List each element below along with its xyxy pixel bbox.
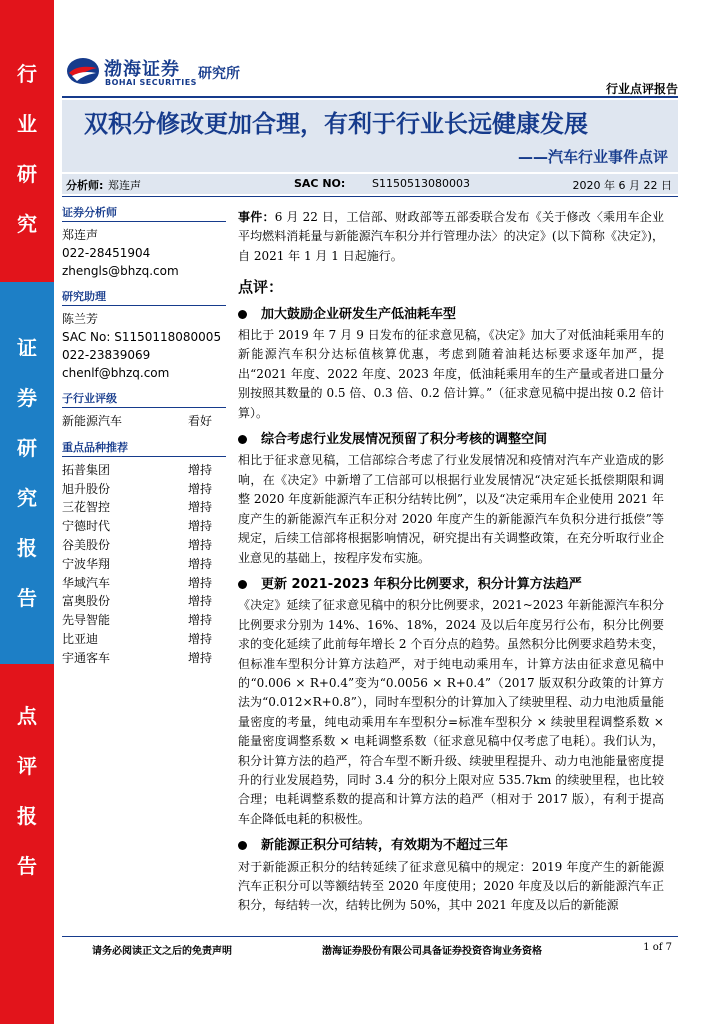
bohai-logo-icon xyxy=(66,56,100,86)
side-band-research-report xyxy=(0,282,54,664)
stock-row xyxy=(62,498,226,517)
point-paragraph: 相比于 2019 年 7 月 9 日发布的征求意见稿，《决定》加大了对低油耗乘用车的新能源汽车积分达标值核算优惠，考虑到随着油耗达标要求逐年加严，提出“2021 年度、2022 年度、2023 年度，低油耗乘用车的生产量或者进口量分别按照其数量的 0.5 倍、0.3 倍、0.2 倍计算。”（征求意见稿中提出按 0.2 倍计算）。 xyxy=(238,328,664,420)
sub-industry-rating: 看好 xyxy=(187,414,212,428)
footer-divider xyxy=(62,936,678,937)
side-band-char: 券 xyxy=(17,386,37,410)
stock-rating: 增持 xyxy=(187,556,212,571)
side-band-char: 行 xyxy=(17,62,37,86)
stock-rating: 增持 xyxy=(187,575,212,590)
disclaimer-note: 请务必阅读正文之后的免责声明 xyxy=(92,946,232,957)
meta-divider xyxy=(62,196,678,197)
side-band-char: 点 xyxy=(17,704,37,728)
analyst-name: 郑连声 xyxy=(108,179,141,192)
point-heading xyxy=(238,430,664,449)
analyst-label: 分析师: xyxy=(66,179,104,192)
assistant-email[interactable]: chenlf@bhzq.com xyxy=(62,366,170,380)
assistant-name: 陈兰芳 xyxy=(62,312,99,326)
stock-rating: 增持 xyxy=(187,537,212,552)
report-title: 双积分修改更加合理，有利于行业长远健康发展 xyxy=(84,110,588,138)
stock-name: 先导智能 xyxy=(62,613,111,628)
stock-row xyxy=(62,630,226,649)
side-band-char: 究 xyxy=(17,212,37,236)
point-heading xyxy=(238,305,664,324)
meta-bar xyxy=(62,174,678,194)
event-paragraph xyxy=(238,208,664,266)
report-date: 2020 年 6 月 22 日 xyxy=(572,179,672,192)
report-type: 行业点评报告 xyxy=(605,82,678,96)
event-text: 6 月 22 日，工信部、财政部等五部委联合发布《关于修改〈乘用车企业平均燃料消耗量与新能源汽车积分并行管理办法〉的决定》(以下简称《决定》)，自 2021 年 1 月 1 日起施行。 xyxy=(238,210,664,263)
side-band-char: 告 xyxy=(17,854,37,878)
side-band-char: 报 xyxy=(17,536,37,560)
stock-list xyxy=(62,461,226,668)
side-band-char: 报 xyxy=(17,804,37,828)
sub-industry-heading: 子行业评级 xyxy=(62,390,226,408)
stock-name: 宁德时代 xyxy=(62,519,111,534)
stock-name: 谷美股份 xyxy=(62,537,111,552)
qualification-note: 渤海证券股份有限公司具备证券投资咨询业务资格 xyxy=(322,946,542,957)
point-heading xyxy=(238,836,664,855)
stock-row xyxy=(62,649,226,668)
stock-rating: 增持 xyxy=(187,519,212,534)
stock-name: 宁波华翔 xyxy=(62,556,111,571)
stock-row xyxy=(62,592,226,611)
sidebar-analyst-name: 郑连声 xyxy=(62,228,99,242)
bullet-icon xyxy=(238,310,247,319)
main-content xyxy=(238,208,664,916)
logo-english-name: BOHAI SECURITIES xyxy=(105,78,197,87)
analyst-email[interactable]: zhengls@bhzq.com xyxy=(62,264,179,278)
side-band-char: 业 xyxy=(17,112,37,136)
analyst-section-heading: 证券分析师 xyxy=(62,204,226,222)
point-heading-text: 加大鼓励企业研发生产低油耗车型 xyxy=(261,306,457,322)
side-band-char: 告 xyxy=(17,586,37,610)
stock-rating: 增持 xyxy=(187,631,212,646)
sac-number: S1150513080003 xyxy=(372,177,470,190)
stock-rating: 增持 xyxy=(187,650,212,665)
stock-row xyxy=(62,480,226,499)
stock-rating: 增持 xyxy=(187,481,212,496)
stock-row xyxy=(62,611,226,630)
stock-rating: 增持 xyxy=(187,613,212,628)
sac-label: SAC NO: xyxy=(294,177,346,190)
stock-name: 比亚迪 xyxy=(62,631,99,646)
bullet-icon xyxy=(238,435,247,444)
title-banner xyxy=(62,100,678,172)
stock-row xyxy=(62,517,226,536)
side-band-char: 评 xyxy=(17,754,37,778)
stock-name: 拓普集团 xyxy=(62,462,111,477)
bullet-icon xyxy=(238,580,247,589)
point-paragraph: 《决定》延续了征求意见稿中的积分比例要求，2021~2023 年新能源汽车积分比例要求分别为 14%、16%、18%，2024 及以后年度另行公布，积分比例要求的变化延续了此前每年增长 2 个百分点的趋势。虽然积分比例要求趋势未变，但标准车型积分计算方法趋严，对于纯电动乘用车，计算方法由征求意见稿中的“0.006 × R+0.4”变为“0.0056 × R+0.4”（2017 版双积分政策的计算方法为“0.012×R+0.8”），同时车型积分的计算加入了续驶里程、动力电池质量能量密度的考量，纯电动乘用车车型积分=标准车型积分 × 续驶里程调整系数 × 能量密度调整系数 × 电耗调整系数（征求意见稿中仅考虑了电耗）。我们认为，积分计算方法的趋严，符合车型不断升级、续驶里程提升、动力电池能量密度提升的行业发展趋势，同时 3.4 分的积分上限对应 535.7km 的续驶里程，也比较合理；电耗调整系数的提高和计算方法的趋严（相对于 2017 版），有利于提高车企降低电耗的积极性。 xyxy=(238,598,664,826)
sidebar xyxy=(62,204,226,668)
assistant-phone: 022-23839069 xyxy=(62,348,151,362)
header-divider xyxy=(62,96,678,98)
event-label: 事件： xyxy=(238,210,275,224)
side-band-industry xyxy=(0,0,54,282)
point-heading-text: 新能源正积分可结转，有效期为不超过三年 xyxy=(261,838,509,854)
side-band-char: 究 xyxy=(17,486,37,510)
stock-name: 华域汽车 xyxy=(62,575,111,590)
recommended-stocks-heading: 重点品种推荐 xyxy=(62,439,226,457)
point-paragraph: 对于新能源正积分的结转延续了征求意见稿中的规定：2019 年度产生的新能源汽车正积分可以等额结转至 2020 年度使用；2020 年度及以后的新能源汽车正积分，每结转一次，结转比例为 50%，其中 2021 年度及以后的新能源 xyxy=(238,859,664,913)
stock-rating: 增持 xyxy=(187,594,212,609)
side-band-char: 证 xyxy=(17,336,37,360)
stock-row xyxy=(62,555,226,574)
stock-name: 富奥股份 xyxy=(62,594,111,609)
sub-industry-row xyxy=(62,412,226,431)
bullet-icon xyxy=(238,841,247,850)
stock-rating: 增持 xyxy=(187,462,212,477)
side-band-char: 研 xyxy=(17,436,37,460)
point-heading-text: 更新 2021-2023 年积分比例要求，积分计算方法趋严 xyxy=(261,576,582,592)
assistant-sac: SAC No: S1150118080005 xyxy=(62,330,222,344)
stock-row xyxy=(62,536,226,555)
point-heading-text: 综合考虑行业发展情况预留了积分考核的调整空间 xyxy=(261,432,548,448)
stock-name: 旭升股份 xyxy=(62,481,111,496)
logo-chinese-name: 渤海证券 xyxy=(104,59,180,80)
stock-name: 三花智控 xyxy=(62,500,111,515)
comment-heading: 点评： xyxy=(238,278,284,297)
sub-industry-name: 新能源汽车 xyxy=(62,414,123,428)
institute-label: 研究所 xyxy=(198,66,240,82)
stock-rating: 增持 xyxy=(187,500,212,515)
point-heading xyxy=(238,575,664,594)
stock-name: 宇通客车 xyxy=(62,650,111,665)
assistant-section-heading: 研究助理 xyxy=(62,288,226,306)
point-paragraph: 相比于征求意见稿，工信部综合考虑了行业发展情况和疫情对汽车产业造成的影响，在《决定》中新增了工信部可以根据行业发展情况“决定延长抵偿期限和调整 2020 年度新能源汽车正积分结转比例”，以及“决定乘用车企业使用 2021 年度产生的新能源汽车正积分对 2020 年度产生的新能源汽车负积分进行抵偿”等规定，后续工信部将根据影响情况，研究提出有关调整政策，在充分听取行业企业意见的基础上，按程序发布实施。 xyxy=(238,453,664,565)
side-band-char: 研 xyxy=(17,162,37,186)
stock-row xyxy=(62,461,226,480)
stock-row xyxy=(62,574,226,593)
page-number: 1 of 7 xyxy=(643,942,672,953)
report-subtitle: ——汽车行业事件点评 xyxy=(517,148,668,166)
analyst-phone: 022-28451904 xyxy=(62,246,151,260)
side-band-commentary xyxy=(0,664,54,1024)
